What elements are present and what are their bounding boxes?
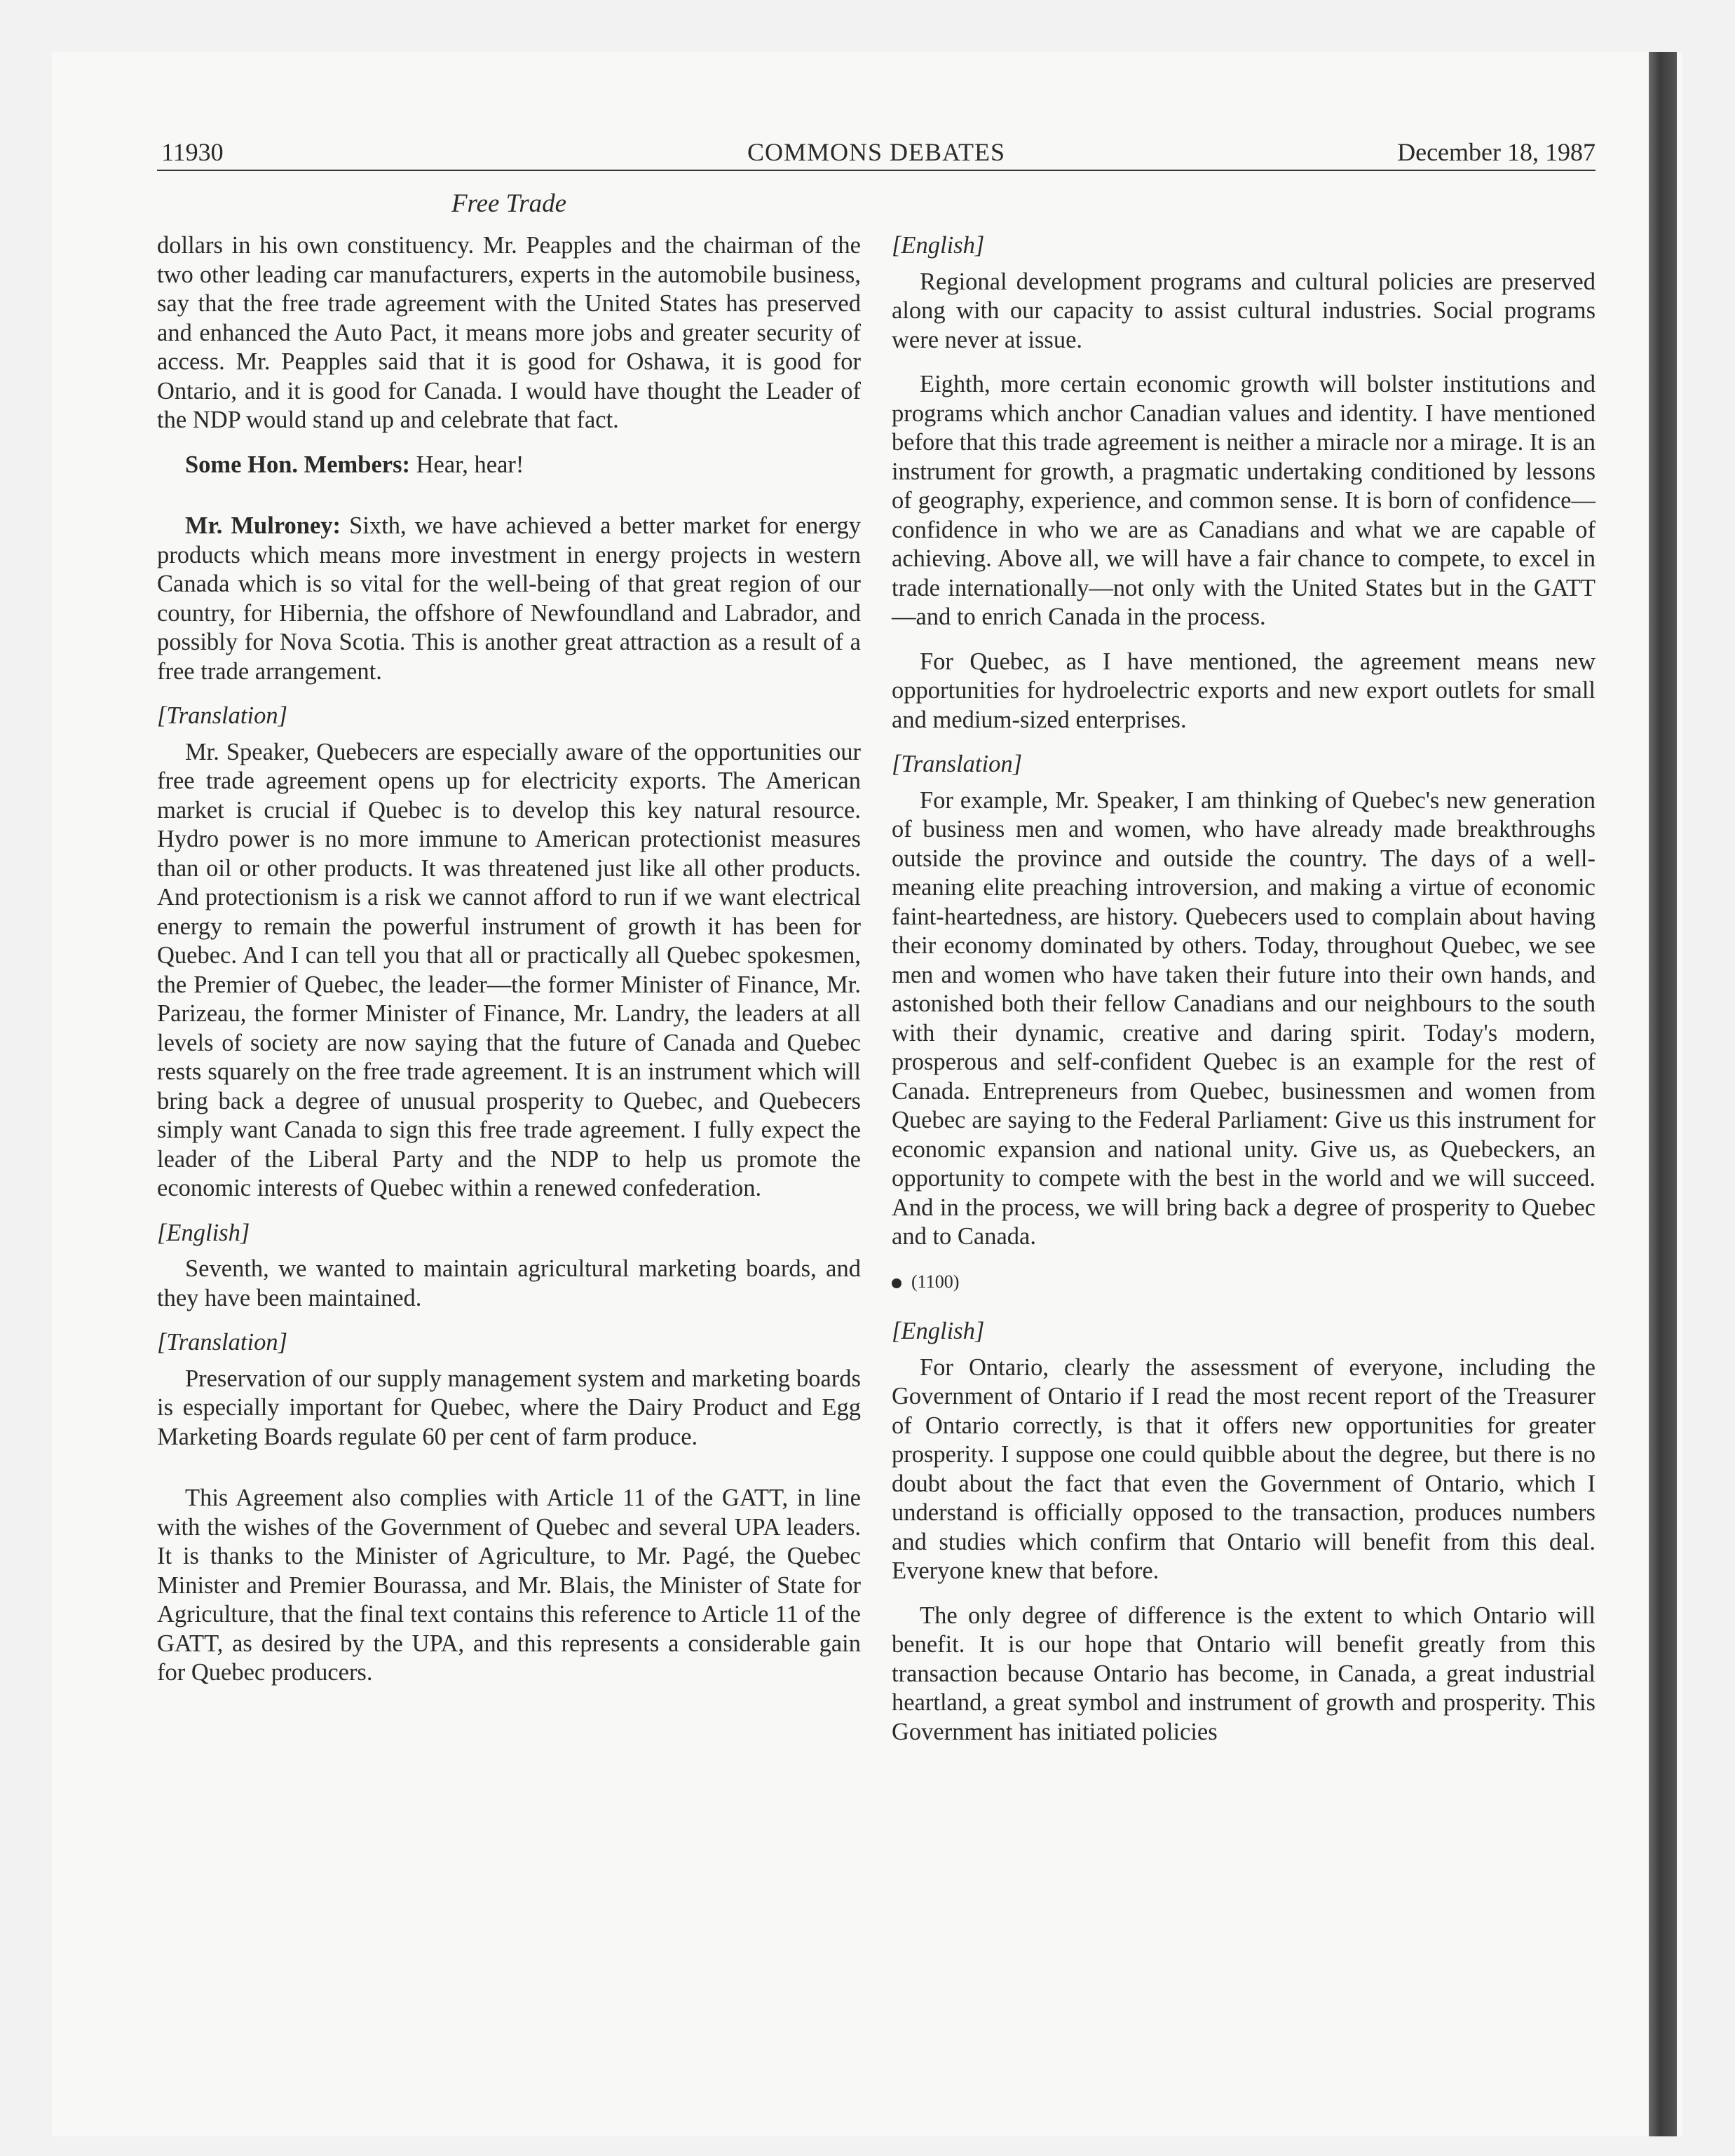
language-marker: [Translation] — [892, 751, 1022, 777]
speech-text: Hear, hear! — [409, 451, 524, 478]
paragraph: Eighth, more certain economic growth will bolster institutions and programs which anchor Canadian values and identity. I have mentioned before that this trade agreement is neither a miracle nor a mirage. It is an instrument for growth, a pragmatic undertaking conditioned by lessons of geography, experience, and common sense. It is born of confidence—confidence in who we are as Canadians and what we are capable of achieving. Above all, we will have a fair chance to compete, to excel in trade internationally—not only with the United States but in the GATT—and to enrich Canada in the process. — [892, 371, 1595, 630]
time-mark — [892, 1267, 1595, 1297]
paragraph: The only degree of difference is the extent to which Ontario will benefit. It is our hope that Ontario will benefit greatly from this transaction because Ontario has become, in Canada, a great industrial heartland, a great symbol and instrument of growth and prosperity. This Government has initiated policies — [892, 1602, 1595, 1745]
speech-text: Sixth, we have achieved a better market for energy products which means more investment in energy projects in western Canada which is so vital for the well-being of that great region of our country, for Hibernia, the offshore of Newfoundland and Labrador, and possibly for Nova Scotia. This is another great attraction as a result of a free trade arrangement. — [157, 512, 861, 685]
paragraph: For example, Mr. Speaker, I am thinking of Quebec's new generation of business men and women, who have already made breakthroughs outside the province and outside the country. The days of a well-meaning elite preaching introversion, and making a virtue of economic faint-heartedness, are history. Quebecers used to complain about having their economy dominated by others. Today, throughout Quebec, we see men and women who have taken their future into their own hands, and astonished both their fellow Canadians and our neighbours to the south with their dynamic, creative and daring spirit. Today's modern, prosperous and self-confident Quebec is an example for the rest of Canada. Entrepreneurs from Quebec, businessmen and women from Quebec are saying to the Federal Parliament: Give us this instrument for economic expansion and national unity. Give us, as Quebeckers, an opportunity to compete with the best in the world and we will succeed. And in the process, we will bring back a degree of prosperity to Quebec and to Canada. — [892, 786, 1595, 1250]
paragraph: This Agreement also complies with Article 11 of the GATT, in line with the wishes of the Government of Quebec and several UPA leaders. It is thanks to the Minister of Agriculture, to Mr. Pagé, the Quebec Minister and Premier Bourassa, and Mr. Blais, the Minister of State for Agriculture, that the final text contains this reference to Article 11 of the GATT, as desired by the UPA, and this represents a considerable gain for Quebec producers. — [157, 1485, 861, 1686]
page-header — [157, 135, 1595, 171]
language-marker: [English] — [892, 232, 985, 259]
speaker-name: Mr. Mulroney: — [185, 512, 341, 539]
speaker-name: Some Hon. Members: — [185, 451, 410, 478]
paragraph: Mr. Speaker, Quebecers are especially aware of the opportunities our free trade agreement opens up for electricity exports. The American market is crucial if Quebec is to develop this key natural resource. Hydro power is no more immune to American protectionist measures than oil or other products. It was threatened just like all other products. And protectionism is a risk we cannot afford to run if we want electrical energy to remain the powerful instrument of growth it has been for Quebec. And I can tell you that all or practically all Quebec spokesmen, the Premier of Quebec, the leader—the former Minister of Finance, Mr. Parizeau, the former Minister of Finance, Mr. Landry, the leaders at all levels of society are now saying that the future of Canada and Quebec rests squarely on the free trade agreement. It is an instrument which will bring back a degree of unusual prosperity to Quebec, and Quebecers simply want Canada to sign this free trade agreement. I fully expect the leader of the Liberal Party and the NDP to help us promote the economic interests of Quebec within a renewed confederation. — [157, 738, 861, 1201]
right-column — [892, 231, 1595, 1762]
paragraph — [157, 451, 861, 480]
publication-title: COMMONS DEBATES — [747, 138, 1006, 166]
paragraph: Regional development programs and cultural policies are preserved along with our capacity to assist cultural industries. Social programs were never at issue. — [892, 268, 1595, 353]
paragraph — [157, 512, 861, 686]
paragraph: For Ontario, clearly the assessment of everyone, including the Government of Ontario if I read the most recent report of the Treasurer of Ontario correctly, is that it offers new opportunities for greater prosperity. I suppose one could quibble about the degree, but there is no doubt about the fact that even the Government of Ontario, which I understand is officially opposed to the transaction, produces numbers and studies which confirm that Ontario will benefit from this deal. Everyone knew that before. — [892, 1353, 1595, 1584]
paragraph: Seventh, we wanted to maintain agricultural marketing boards, and they have been maintained. — [157, 1255, 861, 1311]
scan-edge — [1649, 52, 1677, 2136]
paragraph: dollars in his own constituency. Mr. Peapples and the chairman of the two other leading car manufacturers, experts in the automobile business, say that the free trade agreement with the United States has preserved and enhanced the Auto Pact, it means more jobs and greater security of access. Mr. Peapples said that it is good for Oshawa, it is good for Ontario, and it is good for Canada. I would have thought the Leader of the NDP would stand up and celebrate that fact. — [157, 232, 861, 433]
left-column — [157, 231, 861, 1703]
paragraph: Preservation of our supply management system and marketing boards is especially important for Quebec, where the Dairy Product and Egg Marketing Boards regulate 60 per cent of farm produce. — [157, 1365, 861, 1450]
page-number: 11930 — [161, 138, 224, 166]
language-marker: [English] — [892, 1318, 985, 1344]
section-title: Free Trade — [451, 189, 567, 218]
language-marker: [Translation] — [157, 1329, 287, 1356]
language-marker: [Translation] — [157, 702, 287, 729]
header-date: December 18, 1987 — [1397, 138, 1595, 166]
time-mark-text: (1100) — [911, 1271, 960, 1292]
bullet-icon — [892, 1278, 901, 1288]
language-marker: [English] — [157, 1219, 250, 1246]
paragraph: For Quebec, as I have mentioned, the agreement means new opportunities for hydroelectric exports and new export outlets for small and medium-sized enterprises. — [892, 648, 1595, 733]
